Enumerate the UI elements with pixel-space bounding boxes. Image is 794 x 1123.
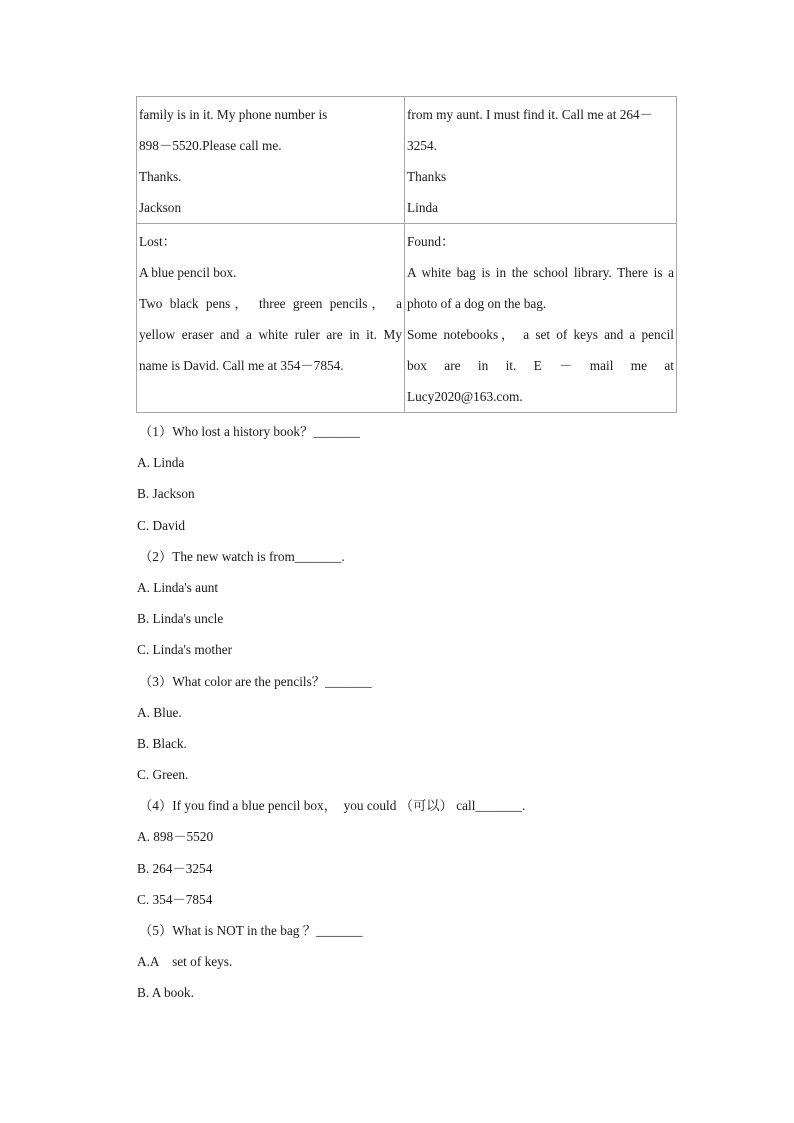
notice-line: yellow eraser and a white ruler are in it. My xyxy=(139,327,402,342)
answer-option: A. Linda's aunt xyxy=(137,579,219,595)
notice-line: 3254. xyxy=(407,138,437,153)
answer-option: A. Blue. xyxy=(137,704,182,720)
notice-line: photo of a dog on the bag. xyxy=(407,296,547,311)
notice-line: box are in it. E － mail me at xyxy=(407,358,674,373)
question-stem: （4）If you find a blue pencil box， you could （可以） call_______. xyxy=(139,798,526,814)
table-row xyxy=(137,224,677,413)
question-stem: （3）What color are the pencils？_______ xyxy=(139,673,372,689)
question-list xyxy=(137,416,697,1009)
answer-option: A. Linda xyxy=(137,455,185,471)
notice-cell-found xyxy=(405,224,677,413)
answer-option: C. David xyxy=(137,517,186,533)
answer-option: B. A book. xyxy=(137,985,194,1001)
question-stem: （2）The new watch is from_______. xyxy=(139,548,345,564)
notice-line: Lucy2020@163.com. xyxy=(407,389,523,404)
answer-option: A. 898－5520 xyxy=(137,829,214,845)
notice-cell-linda xyxy=(405,97,677,224)
notice-line: Found： xyxy=(407,234,455,249)
notice-table xyxy=(136,96,677,413)
question-stem: （5）What is NOT in the bag ？_______ xyxy=(139,923,363,938)
answer-option: B. Linda's uncle xyxy=(137,611,224,627)
answer-option: A.A set of keys. xyxy=(137,954,233,970)
notice-cell-lost xyxy=(137,224,405,413)
answer-option: C. 354－7854 xyxy=(137,891,213,907)
answer-option: C. Green. xyxy=(137,767,189,783)
notice-line: name is David. Call me at 354－7854. xyxy=(139,358,344,373)
notice-line: Two black pens， three green pencils， a xyxy=(139,296,402,311)
notice-line: Some notebooks， a set of keys and a pencil xyxy=(407,327,674,342)
answer-option: B. Jackson xyxy=(137,486,195,502)
notice-line: family is in it. My phone number is xyxy=(139,107,328,122)
notice-cell-jackson xyxy=(137,97,405,224)
notice-line: A white bag is in the school library. There is a xyxy=(407,265,674,280)
notice-line: Linda xyxy=(407,200,439,215)
notice-line: Jackson xyxy=(139,200,182,215)
notice-line: A blue pencil box. xyxy=(139,265,237,280)
notice-line: Thanks. xyxy=(139,169,182,184)
answer-option: C. Linda's mother xyxy=(137,642,233,658)
notice-line: from my aunt. I must find it. Call me at 264－ xyxy=(407,107,653,122)
notice-line: Lost： xyxy=(139,234,176,249)
notice-line: Thanks xyxy=(407,169,447,184)
table-row xyxy=(137,97,677,224)
answer-option: B. 264－3254 xyxy=(137,860,213,876)
answer-option: B. Black. xyxy=(137,735,187,751)
notice-line: 898－5520.Please call me. xyxy=(139,138,282,153)
question-stem: （1）Who lost a history book？_______ xyxy=(139,424,360,439)
